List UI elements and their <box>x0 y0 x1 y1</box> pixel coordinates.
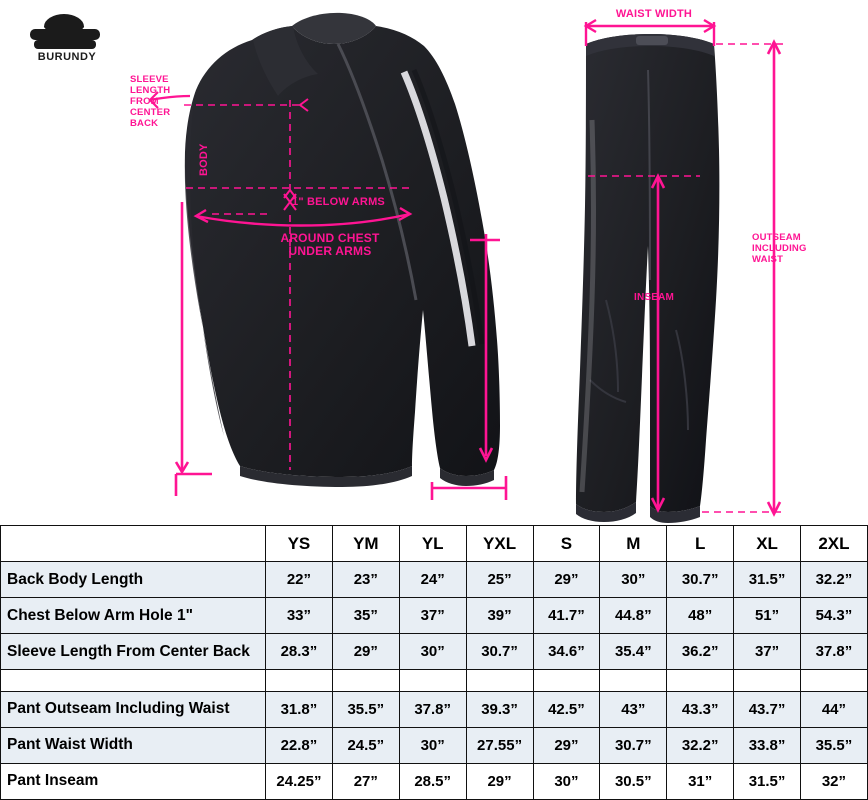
cell: 41.7” <box>533 598 600 634</box>
cell: 31” <box>667 763 734 799</box>
sleeve-length-label: SLEEVE LENGTH FROM CENTER BACK <box>130 74 171 129</box>
cell: 32.2” <box>667 727 734 763</box>
cell: 32.2” <box>801 562 868 598</box>
cell: 37” <box>734 634 801 670</box>
row-label: Pant Inseam <box>1 763 266 799</box>
logo-wordmark: BURUNDY <box>37 51 97 63</box>
table-row <box>1 691 868 727</box>
around-chest-label: AROUND CHEST UNDER ARMS <box>280 231 380 258</box>
cell: 33.8” <box>734 727 801 763</box>
cell: 30.7” <box>466 634 533 670</box>
header-cell-s: S <box>533 526 600 562</box>
cell: 42.5” <box>533 691 600 727</box>
cell: 54.3” <box>801 598 868 634</box>
waist-width-label: WAIST WIDTH <box>615 8 693 20</box>
header-cell-ys: YS <box>266 526 333 562</box>
header-cell-m: M <box>600 526 667 562</box>
cell: 43.7” <box>734 691 801 727</box>
cell: 30” <box>399 634 466 670</box>
header-cell-2xl: 2XL <box>801 526 868 562</box>
cell: 44” <box>801 691 868 727</box>
cell: 51” <box>734 598 801 634</box>
inseam-label: INSEAM <box>634 292 675 303</box>
cell: 43” <box>600 691 667 727</box>
cell: 37.8” <box>399 691 466 727</box>
body-label: BODY <box>198 143 210 176</box>
cell: 25” <box>466 562 533 598</box>
cell: 36.2” <box>667 634 734 670</box>
header-cell-yxl: YXL <box>466 526 533 562</box>
row-label: Pant Waist Width <box>1 727 266 763</box>
cell: 29” <box>533 727 600 763</box>
pants-graphic <box>540 34 719 523</box>
cell: 31.5” <box>734 562 801 598</box>
cell: 37.8” <box>801 634 868 670</box>
cell: 30.7” <box>667 562 734 598</box>
cell: 35” <box>332 598 399 634</box>
spacer-cell <box>801 670 868 691</box>
spacer-cell <box>266 670 333 691</box>
spacer-cell <box>399 670 466 691</box>
cell: 31.8” <box>266 691 333 727</box>
table-row <box>1 763 868 799</box>
below-arms-label: 1" BELOW ARMS <box>292 196 385 208</box>
cell: 24.25” <box>266 763 333 799</box>
size-chart-table <box>0 525 868 800</box>
cell: 48” <box>667 598 734 634</box>
cell: 29” <box>466 763 533 799</box>
spacer-cell <box>466 670 533 691</box>
table-row <box>1 598 868 634</box>
table-row <box>1 727 868 763</box>
header-cell-xl: XL <box>734 526 801 562</box>
spacer-cell <box>533 670 600 691</box>
spacer-cell <box>667 670 734 691</box>
cell: 24.5” <box>332 727 399 763</box>
row-label: Back Body Length <box>1 562 266 598</box>
header-cell-label <box>1 526 266 562</box>
cell: 35.4” <box>600 634 667 670</box>
cell: 30” <box>399 727 466 763</box>
spacer-cell <box>600 670 667 691</box>
cell: 35.5” <box>801 727 868 763</box>
table-row <box>1 562 868 598</box>
cell: 35.5” <box>332 691 399 727</box>
table-spacer-row <box>1 670 868 691</box>
header-cell-ym: YM <box>332 526 399 562</box>
cell: 30.5” <box>600 763 667 799</box>
cell: 39” <box>466 598 533 634</box>
spacer-cell <box>734 670 801 691</box>
header-cell-yl: YL <box>399 526 466 562</box>
cell: 28.3” <box>266 634 333 670</box>
row-label: Pant Outseam Including Waist <box>1 691 266 727</box>
row-label: Sleeve Length From Center Back <box>1 634 266 670</box>
cell: 22.8” <box>266 727 333 763</box>
cell: 28.5” <box>399 763 466 799</box>
spacer-cell <box>1 670 266 691</box>
cell: 27” <box>332 763 399 799</box>
cell: 29” <box>533 562 600 598</box>
row-label: Chest Below Arm Hole 1" <box>1 598 266 634</box>
cell: 24” <box>399 562 466 598</box>
spacer-cell <box>332 670 399 691</box>
cell: 30” <box>600 562 667 598</box>
cell: 31.5” <box>734 763 801 799</box>
cell: 27.55” <box>466 727 533 763</box>
cell: 29” <box>332 634 399 670</box>
table-row <box>1 634 868 670</box>
cell: 43.3” <box>667 691 734 727</box>
cell: 23” <box>332 562 399 598</box>
header-cell-l: L <box>667 526 734 562</box>
cell: 34.6” <box>533 634 600 670</box>
outseam-label: OUTSEAM INCLUDING WAIST <box>752 232 807 265</box>
table-header-row <box>1 526 868 562</box>
cell: 32” <box>801 763 868 799</box>
cell: 30” <box>533 763 600 799</box>
cell: 39.3” <box>466 691 533 727</box>
cell: 30.7” <box>600 727 667 763</box>
cell: 33” <box>266 598 333 634</box>
cell: 22” <box>266 562 333 598</box>
cell: 44.8” <box>600 598 667 634</box>
cell: 37” <box>399 598 466 634</box>
